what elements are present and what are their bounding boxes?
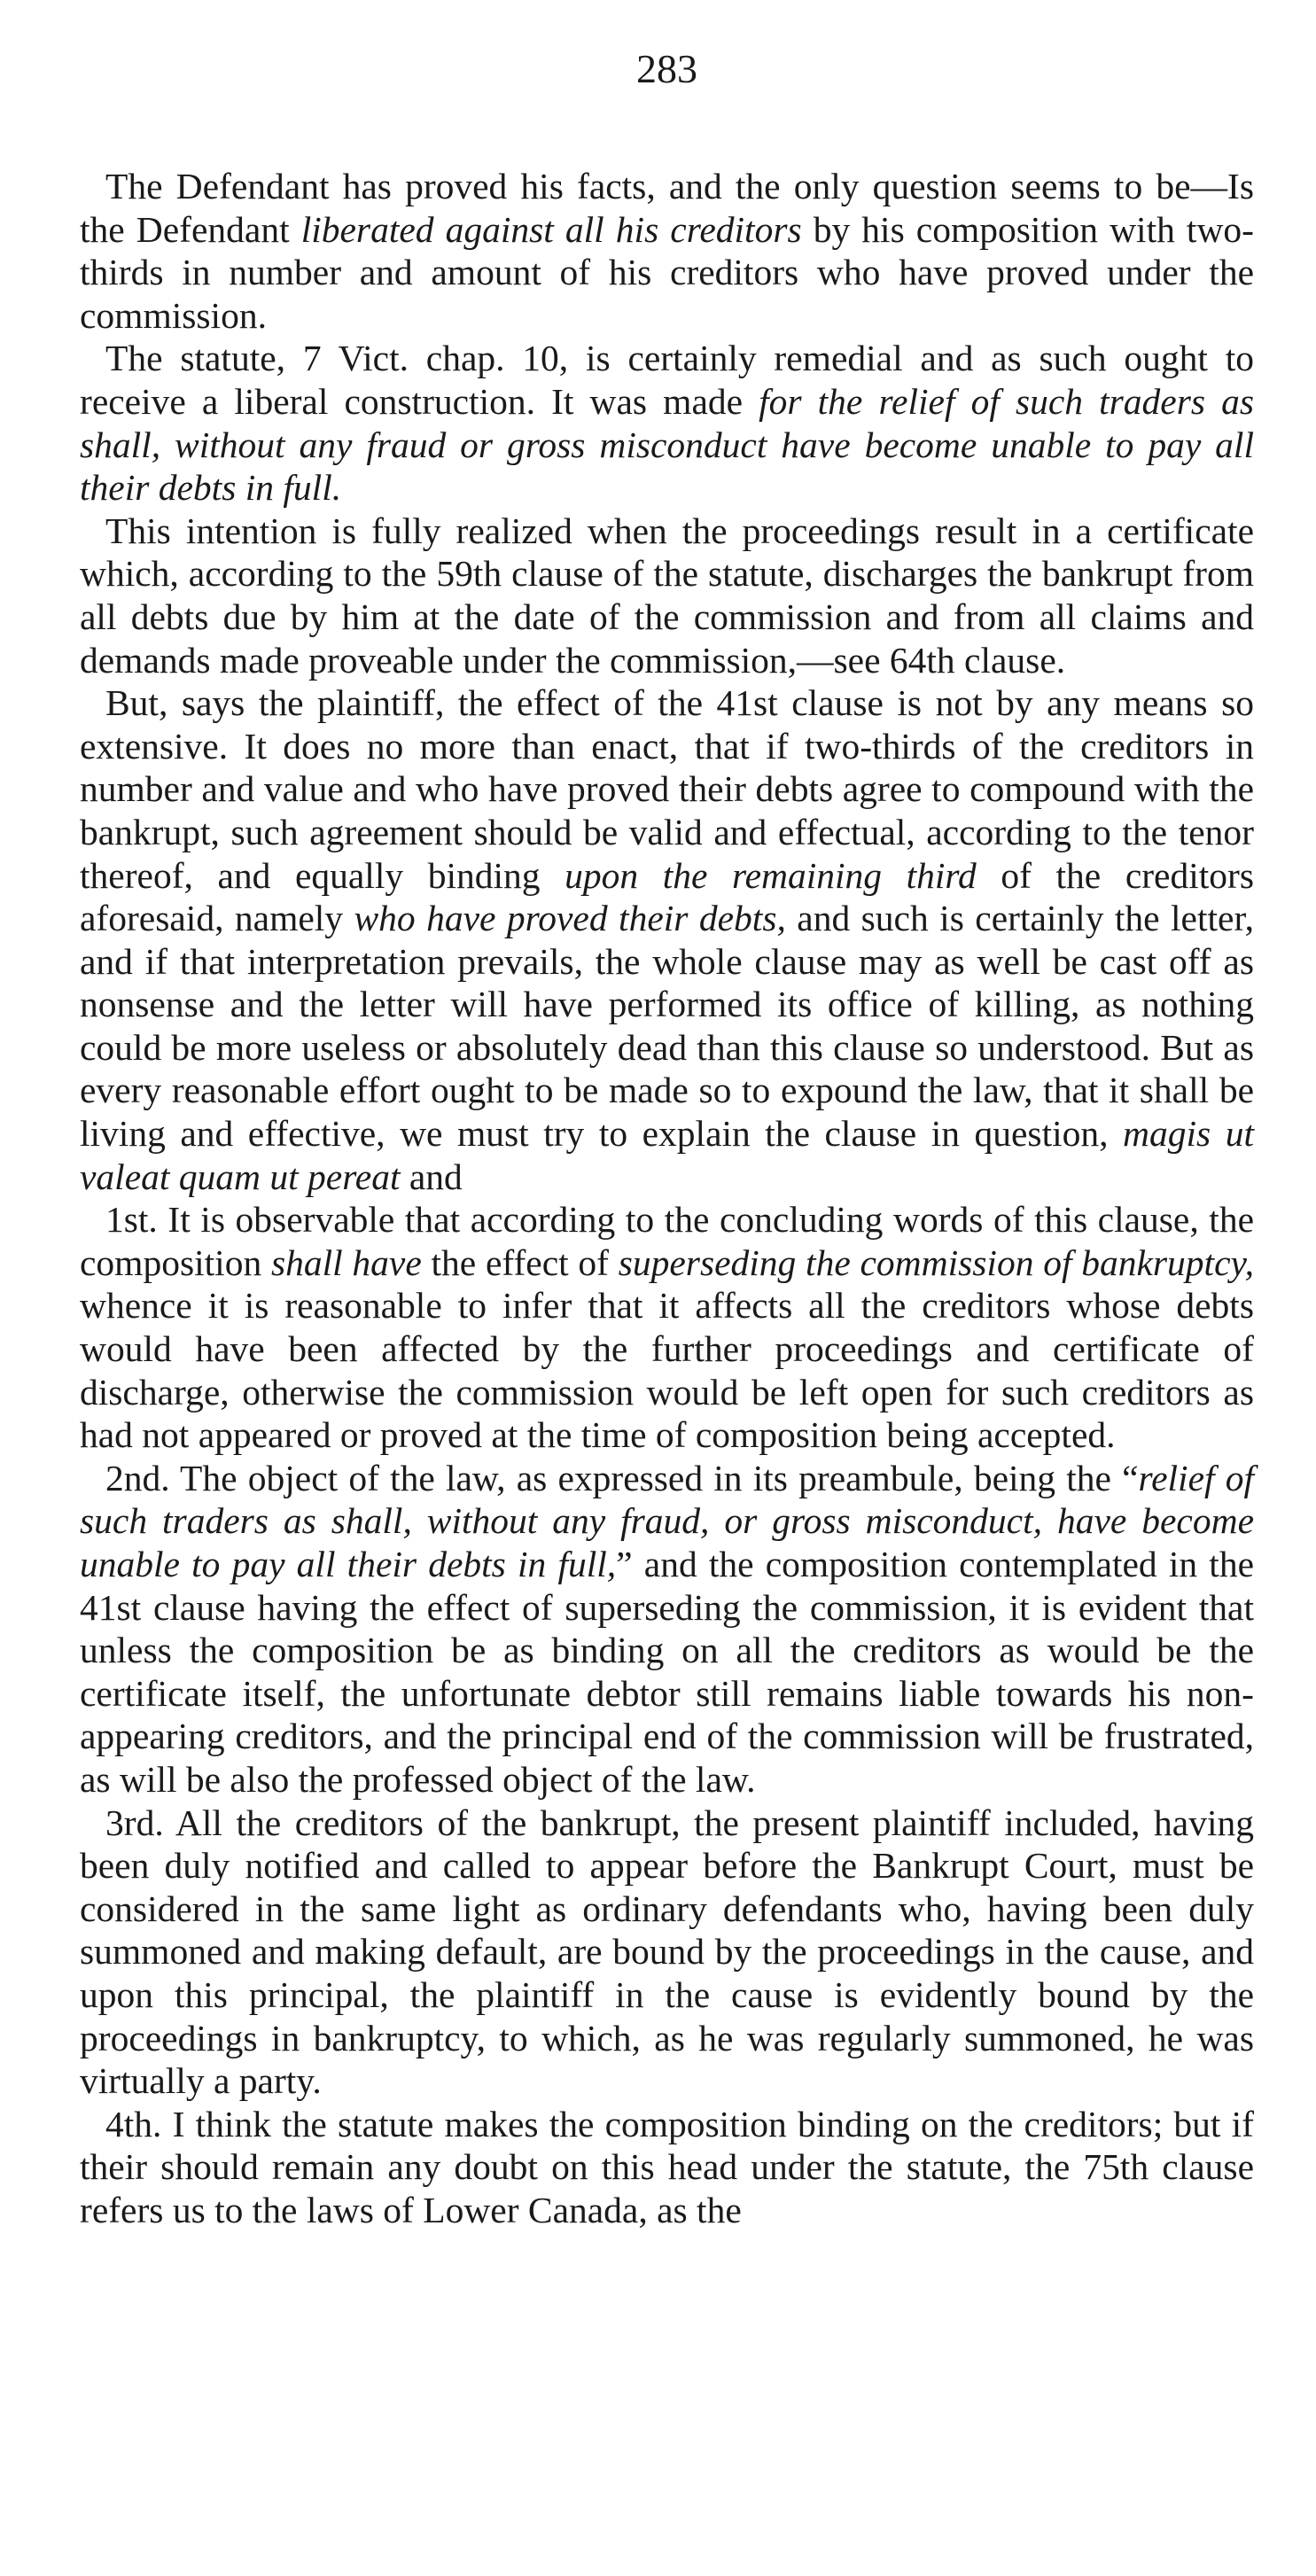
italic-text: liberated against all his creditors	[300, 208, 802, 250]
italic-text: for the relief of such traders as shall, without any fraud or gross misconduct have become unable to pay all their debts in full.	[80, 380, 1254, 509]
body-text-segment: This intention is fully realized when the proceedings result in a certificate which, according to the 59th clause of the statute, discharges the bankrupt from all debts due by him at the date of the commission and from all claims and demands made proveable under the commission,—see 64th clause.	[80, 510, 1254, 681]
body-text-segment: and such is certainly the letter, and if that interpretation prevails, the whole clause may as well be cast off as nonsense and the letter will have performed its office of killing, as nothing could be more useless or absolutely dead than this clause so understood. But as every reasonable effort ought to be made so to expound the law, that it shall be living and effective, we must try to explain the clause in question,	[80, 898, 1254, 1155]
italic-text: shall have	[270, 1241, 422, 1283]
italic-text: upon the remaining third	[565, 854, 977, 896]
page-number: 283	[636, 46, 697, 91]
paragraph-3	[80, 510, 1254, 681]
body-text-segment: The statute, 7 Vict. chap. 10, is certainly remedial and as such ought to receive a liberal construction. It was made	[80, 338, 1254, 422]
paragraph-1	[80, 165, 1254, 337]
italic-text: magis ut valeat quam ut pereat	[80, 1113, 1254, 1197]
body-text-segment: of the creditors aforesaid, namely	[80, 854, 1255, 939]
paragraph-2	[80, 337, 1254, 509]
body-text-segment: the effect of	[421, 1241, 619, 1283]
italic-text: who have proved their debts,	[354, 898, 786, 939]
body-text-segment: 3rd. All the creditors of the bankrupt, the present plaintiff included, having been duly notified and called to appear before the Bankrupt Court, must be considered in the same light as ordinary defendants who, having been duly summoned and making default, are bound by the proceedings in the cause, and upon this principal, the plaintiff in the cause is evidently bound by the proceedings in bankruptcy, to which, as he was regularly summoned, he was virtually a party.	[80, 1802, 1254, 2102]
body-text-segment: ” and the composition contemplated in the 41st clause having the effect of superseding the commission, it is evident that unless the composition be as binding on all the creditors as would be the certificate itself, the unfortunate debtor still remains liable towards his non-appearing creditors, and the principal end of the commission will be frustrated, as will be also the professed object of the law.	[80, 1544, 1254, 1800]
body-text-segment: whence it is reasonable to infer that it affects all the creditors whose debts would have been affected by the further proceedings and certificate of discharge, otherwise the commission would be left open for such creditors as had not appeared or proved at the time of composition being accepted.	[80, 1285, 1254, 1456]
body-text-segment: and	[400, 1156, 463, 1197]
body-text-segment: 1st. It is observable that according to the concluding words of this clause, the composition	[80, 1199, 1254, 1283]
paragraph-4	[80, 681, 1254, 1198]
paragraph-7	[80, 1802, 1254, 2103]
body-text-segment: 2nd. The object of the law, as expressed in its preambule, being the “	[105, 1457, 1139, 1498]
body-text-segment: 4th. I think the statute makes the composition binding on the creditors; but if their should remain any doubt on this head under the statute, the 75th clause refers us to the laws of Lower Canada, as the	[80, 2103, 1254, 2230]
body-text	[80, 165, 1254, 2232]
paragraph-8	[80, 2103, 1254, 2232]
body-text-segment: by his composition with two-thirds in number and amount of his creditors who have proved under the commission.	[80, 208, 1254, 336]
paragraph-6	[80, 1457, 1254, 1802]
paragraph-5	[80, 1198, 1254, 1457]
italic-text: relief of such traders as shall, without any fraud, or gross misconduct, have become unable to pay all their debts in full,	[80, 1457, 1254, 1584]
italic-text: superseding the commission of bankruptcy,	[618, 1241, 1255, 1283]
body-text-segment: The Defendant has proved his facts, and the only question seems to be—Is the Defendant	[80, 166, 1254, 250]
body-text-segment: But, says the plaintiff, the effect of the 41st clause is not by any means so extensive. It does no more than enact, that if two-thirds of the creditors in number and value and who have proved their debts agree to compound with the bankrupt, such agreement should be valid and effectual, according to the tenor thereof, and equally binding	[80, 682, 1254, 896]
